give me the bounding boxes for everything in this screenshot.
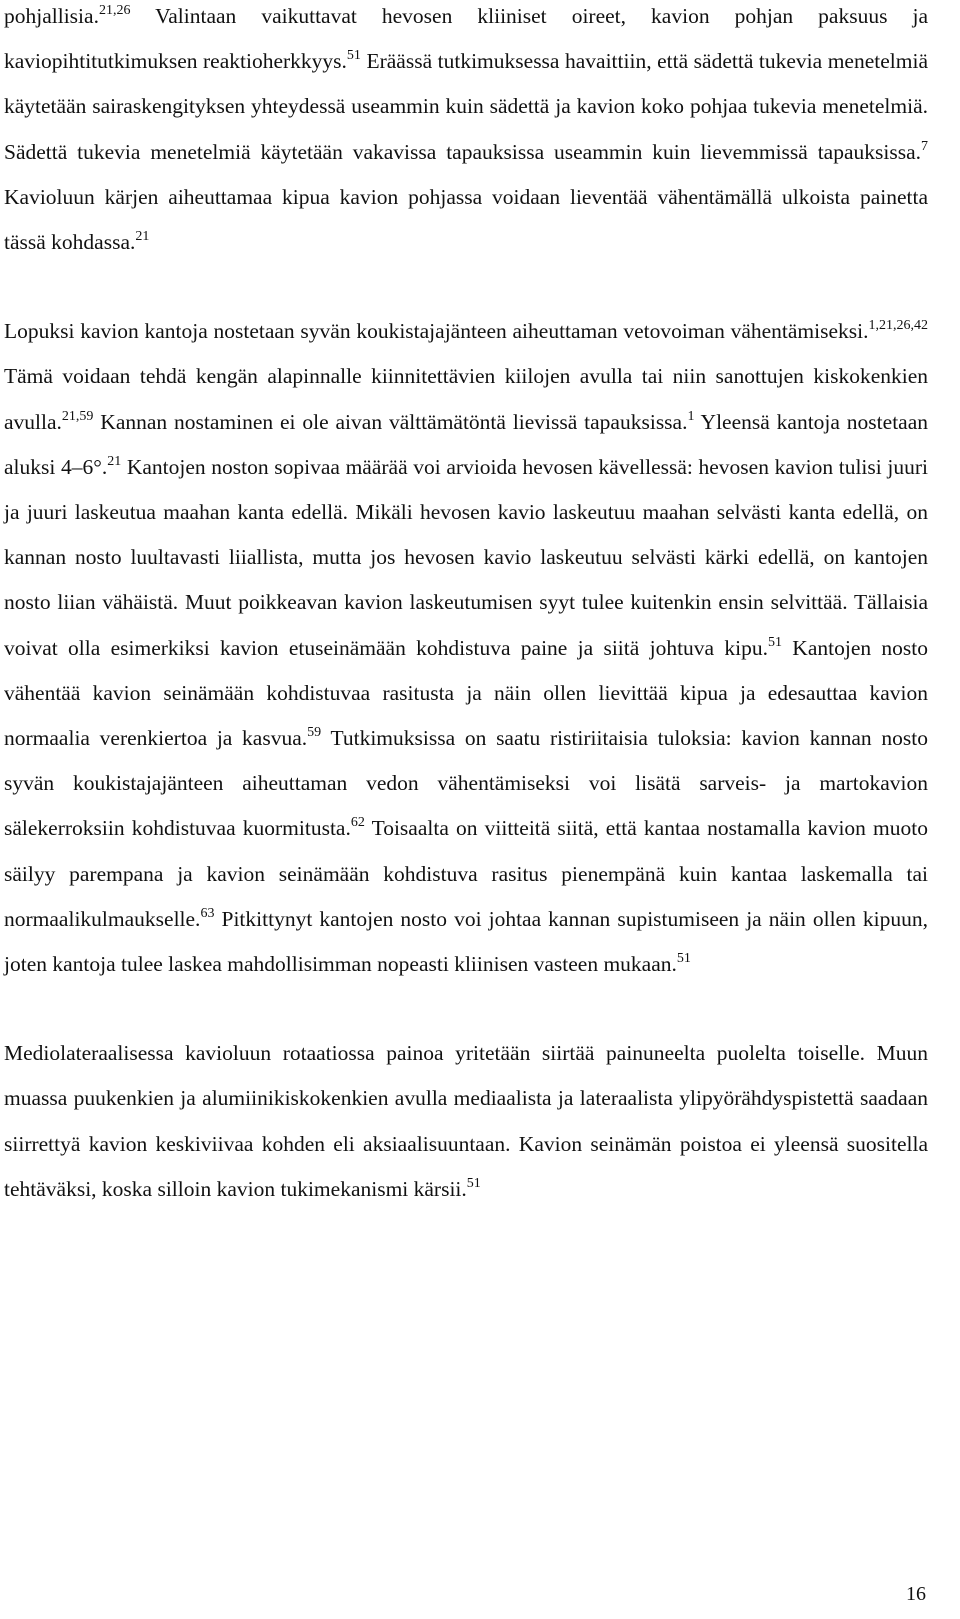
paragraph-text: Pitkittynyt kantojen nosto voi johtaa kannan supistumiseen ja näin ollen kipuun, joten kantoja tulee laskea mahdollisimman nopeasti kliinisen vasteen mukaan. (4, 906, 928, 977)
citation-reference: 51 (466, 1175, 481, 1191)
paragraph-text: Valintaan vaikuttavat hevosen kliiniset oireet, kavion pohjan paksuus ja kaviopihtitutkimuksen reaktioherkkyys. (4, 4, 928, 74)
citation-reference: 51 (676, 951, 691, 967)
body-paragraph (4, 0, 928, 265)
citation-reference: 7 (921, 138, 928, 154)
paragraph-text: Mediolateraalisessa kavioluun rotaatiossa painoa yritetään siirtää painuneelta puolelta toiselle. Muun muassa puukenkien ja alumiinikiskokenkien avulla mediaalista ja lateraalista ylipyörähdyspistettä saadaan siirrettyä kavion keskiviivaa kohden eli aksiaalisuuntaan. Kavion seinämän poistoa ei yleensä suositella tehtäväksi, koska silloin kavion tukimekanismi kärsii. (4, 1041, 928, 1201)
paragraph-text: Eräässä tutkimuksessa havaittiin, että sädettä tukevia menetelmiä käytetään sairaskengityksen yhteydessä useammin kuin sädettä ja kavion koko pohjaa tukevia menetelmiä. Sädettä tukevia menetelmiä käytetään vakavissa tapauksissa useammin kuin lievemmissä tapauksissa. (4, 49, 928, 164)
paragraph-text: Kannan nostaminen ei ole aivan välttämätöntä lievissä tapauksissa. (93, 409, 688, 434)
paragraph-text: Lopuksi kavion kantoja nostetaan syvän koukistajajänteen aiheuttaman vetovoiman vähentämiseksi. (4, 319, 869, 344)
citation-reference: 59 (307, 725, 322, 741)
paragraph-text: Kavioluun kärjen aiheuttamaa kipua kavion pohjassa voidaan lieventää vähentämällä ulkoista painetta tässä kohdassa. (4, 184, 928, 255)
paragraph-text: Yleensä kantoja nostetaan aluksi 4–6°. (4, 409, 929, 479)
citation-reference: 21 (107, 453, 122, 469)
document-page (4, 0, 928, 1212)
citation-reference: 21,59 (61, 408, 94, 424)
citation-reference: 51 (768, 634, 782, 650)
paragraph-text: Tutkimuksissa on saatu ristiriitaisia tuloksia: kavion kannan nosto syvän koukistajajänteen aiheuttaman vedon vähentämiseksi voi lisätä sarveis- ja martokavion sälekerroksiin kohdistuvaa kuormitusta. (4, 726, 928, 841)
citation-reference: 1,21,26,42 (868, 318, 928, 334)
page-number: 16 (906, 1583, 926, 1605)
body-paragraph (4, 309, 928, 987)
citation-reference: 21 (135, 229, 150, 245)
paragraph-text: Kantojen noston sopivaa määrää voi arvioida hevosen kävellessä: hevosen kavion tulisi juuri ja juuri laskeutua maahan kanta edellä. Mikäli hevosen kavio laskeutuu maahan selvästi kanta edellä, on kannan nosto luultavasti liiallista, mutta jos hevosen kavio laskeutuu selvästi kärki edellä, on kantojen nosto liian vähäistä. Muut poikkeavan kavion laskeutumisen syyt tulee kuitenkin ensin selvittää. Tällaisia voivat olla esimerkiksi kavion etuseinämään kohdistuva paine ja siitä johtuva kipu. (4, 454, 928, 660)
citation-reference: 1 (687, 408, 695, 424)
citation-reference: 63 (200, 905, 215, 921)
paragraph-text: Tämä voidaan tehdä kengän alapinnalle kiinnitettävien kiilojen avulla tai niin sanottujen kiskokenkien avulla. (4, 364, 928, 434)
paragraph-text: Toisaalta on viitteitä siitä, että kantaa nostamalla kavion muoto säilyy parempana ja kavion seinämään kohdistuva rasitus pienempänä kuin kantaa laskemalla tai normaalikulmaukselle. (4, 816, 928, 931)
paragraph-text: pohjallisia. (4, 4, 99, 28)
body-paragraph (4, 1031, 928, 1212)
citation-reference: 21,26 (98, 3, 131, 18)
citation-reference: 62 (350, 815, 365, 831)
paragraph-text: Kantojen nosto vähentää kavion seinämään kohdistuvaa rasitusta ja näin ollen lievittää kipua ja edesauttaa kavion normaalia verenkiertoa ja kasvua. (4, 635, 929, 751)
citation-reference: 51 (346, 48, 361, 64)
